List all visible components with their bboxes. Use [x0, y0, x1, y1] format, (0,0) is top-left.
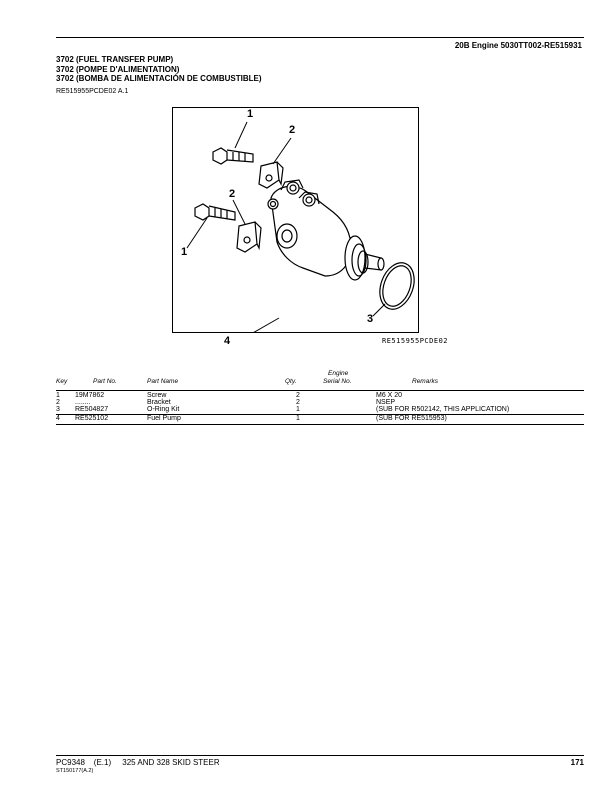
- col-header-part-no: Part No.: [93, 378, 117, 385]
- title-spanish: 3702 (BOMBA DE ALIMENTACIÓN DE COMBUSTIBLE): [56, 74, 262, 83]
- cell-key: 2: [56, 399, 60, 406]
- cell-qty: 1: [296, 406, 300, 413]
- cell-part-no: RE504827: [75, 406, 109, 413]
- cell-qty: 2: [296, 392, 300, 399]
- callout-1-lower: 1: [181, 246, 188, 258]
- cell-key: 3: [56, 406, 60, 413]
- fuel-pump-illustration: [173, 108, 418, 332]
- screw-lower-icon: [195, 204, 235, 220]
- group-titles: [56, 55, 262, 84]
- cell-part-no: 19M7862: [75, 392, 105, 399]
- callout-4: 4: [224, 335, 231, 347]
- col-header-qty: Qty.: [285, 378, 297, 385]
- cell-part-no: RE525102: [75, 415, 109, 422]
- col-header-serial-top: Engine: [328, 370, 349, 377]
- col-header-remarks: Remarks: [412, 378, 439, 385]
- figure-code: RE515955PCDE02: [382, 337, 449, 345]
- exploded-view-figure: [172, 107, 419, 333]
- col-header-key: Key: [56, 378, 68, 385]
- col-header-part-name: Part Name: [147, 378, 179, 385]
- title-english: 3702 (FUEL TRANSFER PUMP): [56, 55, 174, 64]
- table-header-rule: [56, 390, 584, 391]
- cell-part-no: ........: [75, 399, 91, 406]
- bracket-lower-icon: [237, 222, 261, 252]
- title-french: 3702 (POMPE D'ALIMENTATION): [56, 64, 180, 74]
- footer-rule: [56, 755, 584, 756]
- callout-2-upper: 2: [289, 124, 296, 136]
- figure-id: RE515955PCDE02 A.1: [56, 88, 129, 95]
- screw-upper-icon: [213, 148, 253, 164]
- table-row: [56, 406, 584, 414]
- cell-part-name: Fuel Pump: [147, 415, 181, 422]
- cell-part-name: O-Ring Kit: [147, 406, 180, 413]
- fuel-pump-body-icon: [268, 180, 384, 280]
- cell-remarks: (SUB FOR R502142, THIS APPLICATION): [376, 406, 510, 413]
- cell-key: 4: [56, 415, 60, 422]
- footer-publication: PC9348 (E.1) 325 AND 328 SKID STEER: [56, 758, 220, 767]
- header-rule: [56, 37, 584, 38]
- cell-remarks: NSEP: [376, 399, 396, 406]
- cell-qty: 2: [296, 399, 300, 406]
- callout-1-upper: 1: [247, 108, 254, 120]
- cell-remarks: (SUB FOR RE515953): [376, 415, 447, 422]
- header-section-title: 20B Engine 5030TT002-RE515931: [454, 41, 582, 50]
- bracket-upper-icon: [259, 162, 283, 188]
- footer-code: ST150177(A.2): [56, 768, 94, 774]
- col-header-serial-bottom: Serial No.: [323, 378, 352, 385]
- cell-key: 1: [56, 392, 60, 399]
- cell-part-name: Screw: [147, 392, 167, 399]
- cell-remarks: M6 X 20: [376, 392, 403, 399]
- callout-3: 3: [367, 313, 374, 325]
- cell-qty: 1: [296, 415, 300, 422]
- cell-part-name: Bracket: [147, 399, 171, 406]
- callout-2-lower: 2: [229, 188, 236, 200]
- page-number: 171: [570, 758, 584, 767]
- row-rule: [56, 424, 584, 425]
- table-row: [56, 415, 584, 423]
